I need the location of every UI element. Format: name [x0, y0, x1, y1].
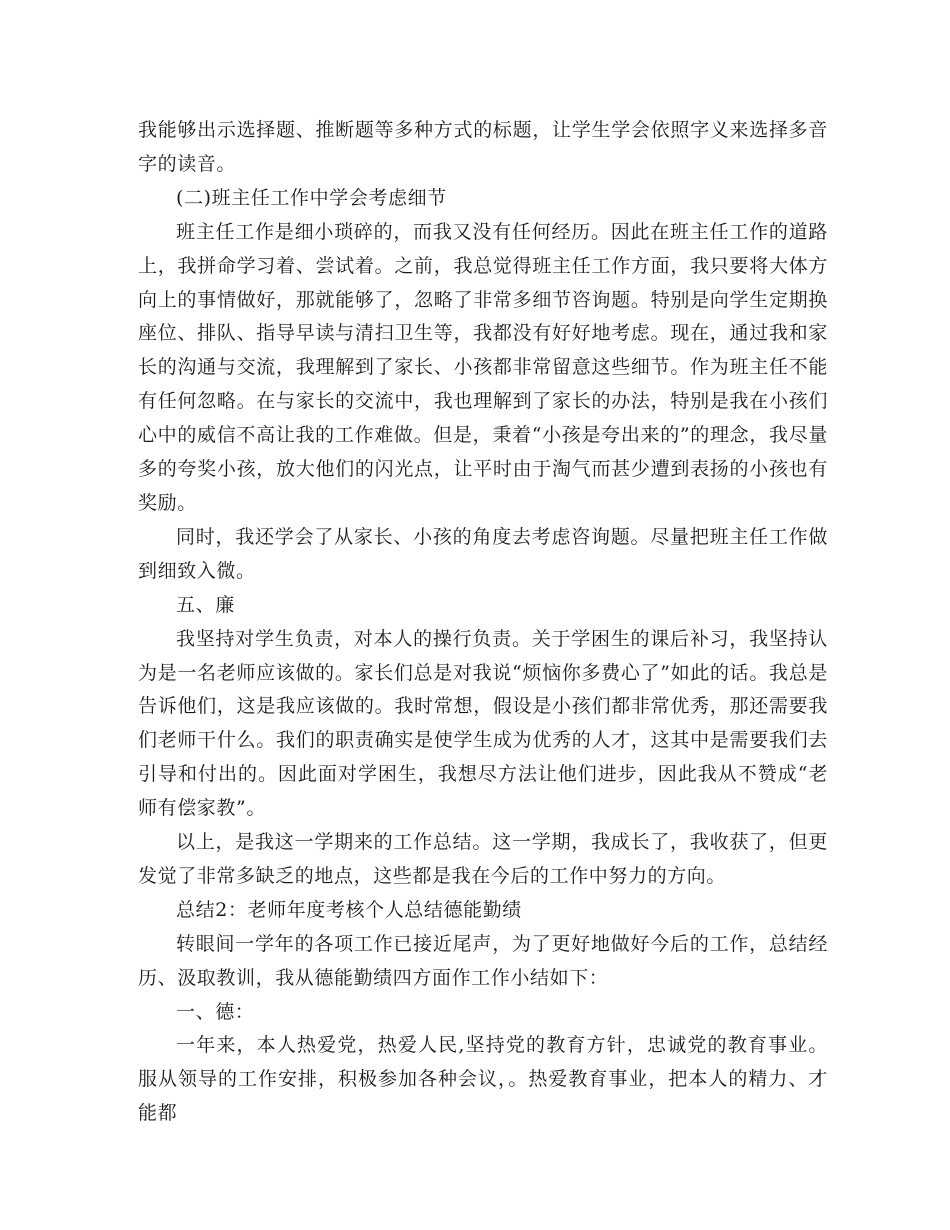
section-heading-virtue: 一、德：	[176, 1000, 255, 1023]
body-paragraph: 我坚持对学生负责，对本人的操行负责。关于学困生的课后补习，我坚持认为是一名老师应该做的。家长们总是对我说“烦恼你多费心了”如此的话。我总是告诉他们，这是我应该做的。我时常想，假设是小孩们都非常优秀，那还需要我们老师干什么。我们的职责确实是使学生成为优秀的人才，这其中是需要我们去引导和付出的。因此面对学困生，我想尽方法让他们进步，因此我从不赞成“老师有偿家教”。	[138, 627, 828, 820]
section-heading-summary-2: 总结2：老师年度考核个人总结德能勤绩	[176, 898, 522, 921]
document-body	[138, 114, 828, 1131]
body-paragraph: 班主任工作是细小琐碎的，而我又没有任何经历。因此在班主任工作的道路上，我拼命学习着、尝试着。之前，我总觉得班主任工作方面，我只要将大体方向上的事情做好，那就能够了，忽略了非常多细节咨询题。特别是向学生定期换座位、排队、指导早读与清扫卫生等，我都没有好好地考虑。现在，通过我和家长的沟通与交流，我理解到了家长、小孩都非常留意这些细节。作为班主任不能有任何忽略。在与家长的交流中，我也理解到了家长的办法，特别是我在小孩们心中的威信不高让我的工作难做。但是，秉着“小孩是夸出来的”的理念，我尽量多的夸奖小孩，放大他们的闪光点，让平时由于淘气而甚少遭到表扬的小孩也有奖励。	[138, 220, 828, 514]
body-paragraph: 同时，我还学会了从家长、小孩的角度去考虑咨询题。尽量把班主任工作做到细致入微。	[138, 525, 828, 582]
section-heading-class-teacher: (二)班主任工作中学会考虑细节	[176, 186, 447, 209]
body-paragraph: 以上，是我这一学期来的工作总结。这一学期，我成长了，我收获了，但更发觉了非常多缺乏的地点，这些都是我在今后的工作中努力的方向。	[138, 831, 828, 887]
section-heading-integrity: 五、廉	[176, 593, 235, 616]
body-paragraph: 一年来，本人热爱党，热爱人民,坚持党的教育方针，忠诚党的教育事业。服从领导的工作安排，积极参加各种会议，。热爱教育事业，把本人的精力、才能都	[138, 1034, 828, 1125]
body-paragraph: 转眼间一学年的各项工作已接近尾声，为了更好地做好今后的工作，总结经历、汲取教训，我从德能勤绩四方面作工作小结如下：	[138, 932, 828, 989]
paragraph-continuation: 我能够出示选择题、推断题等多种方式的标题，让学生学会依照字义来选择多音字的读音。	[138, 119, 828, 175]
